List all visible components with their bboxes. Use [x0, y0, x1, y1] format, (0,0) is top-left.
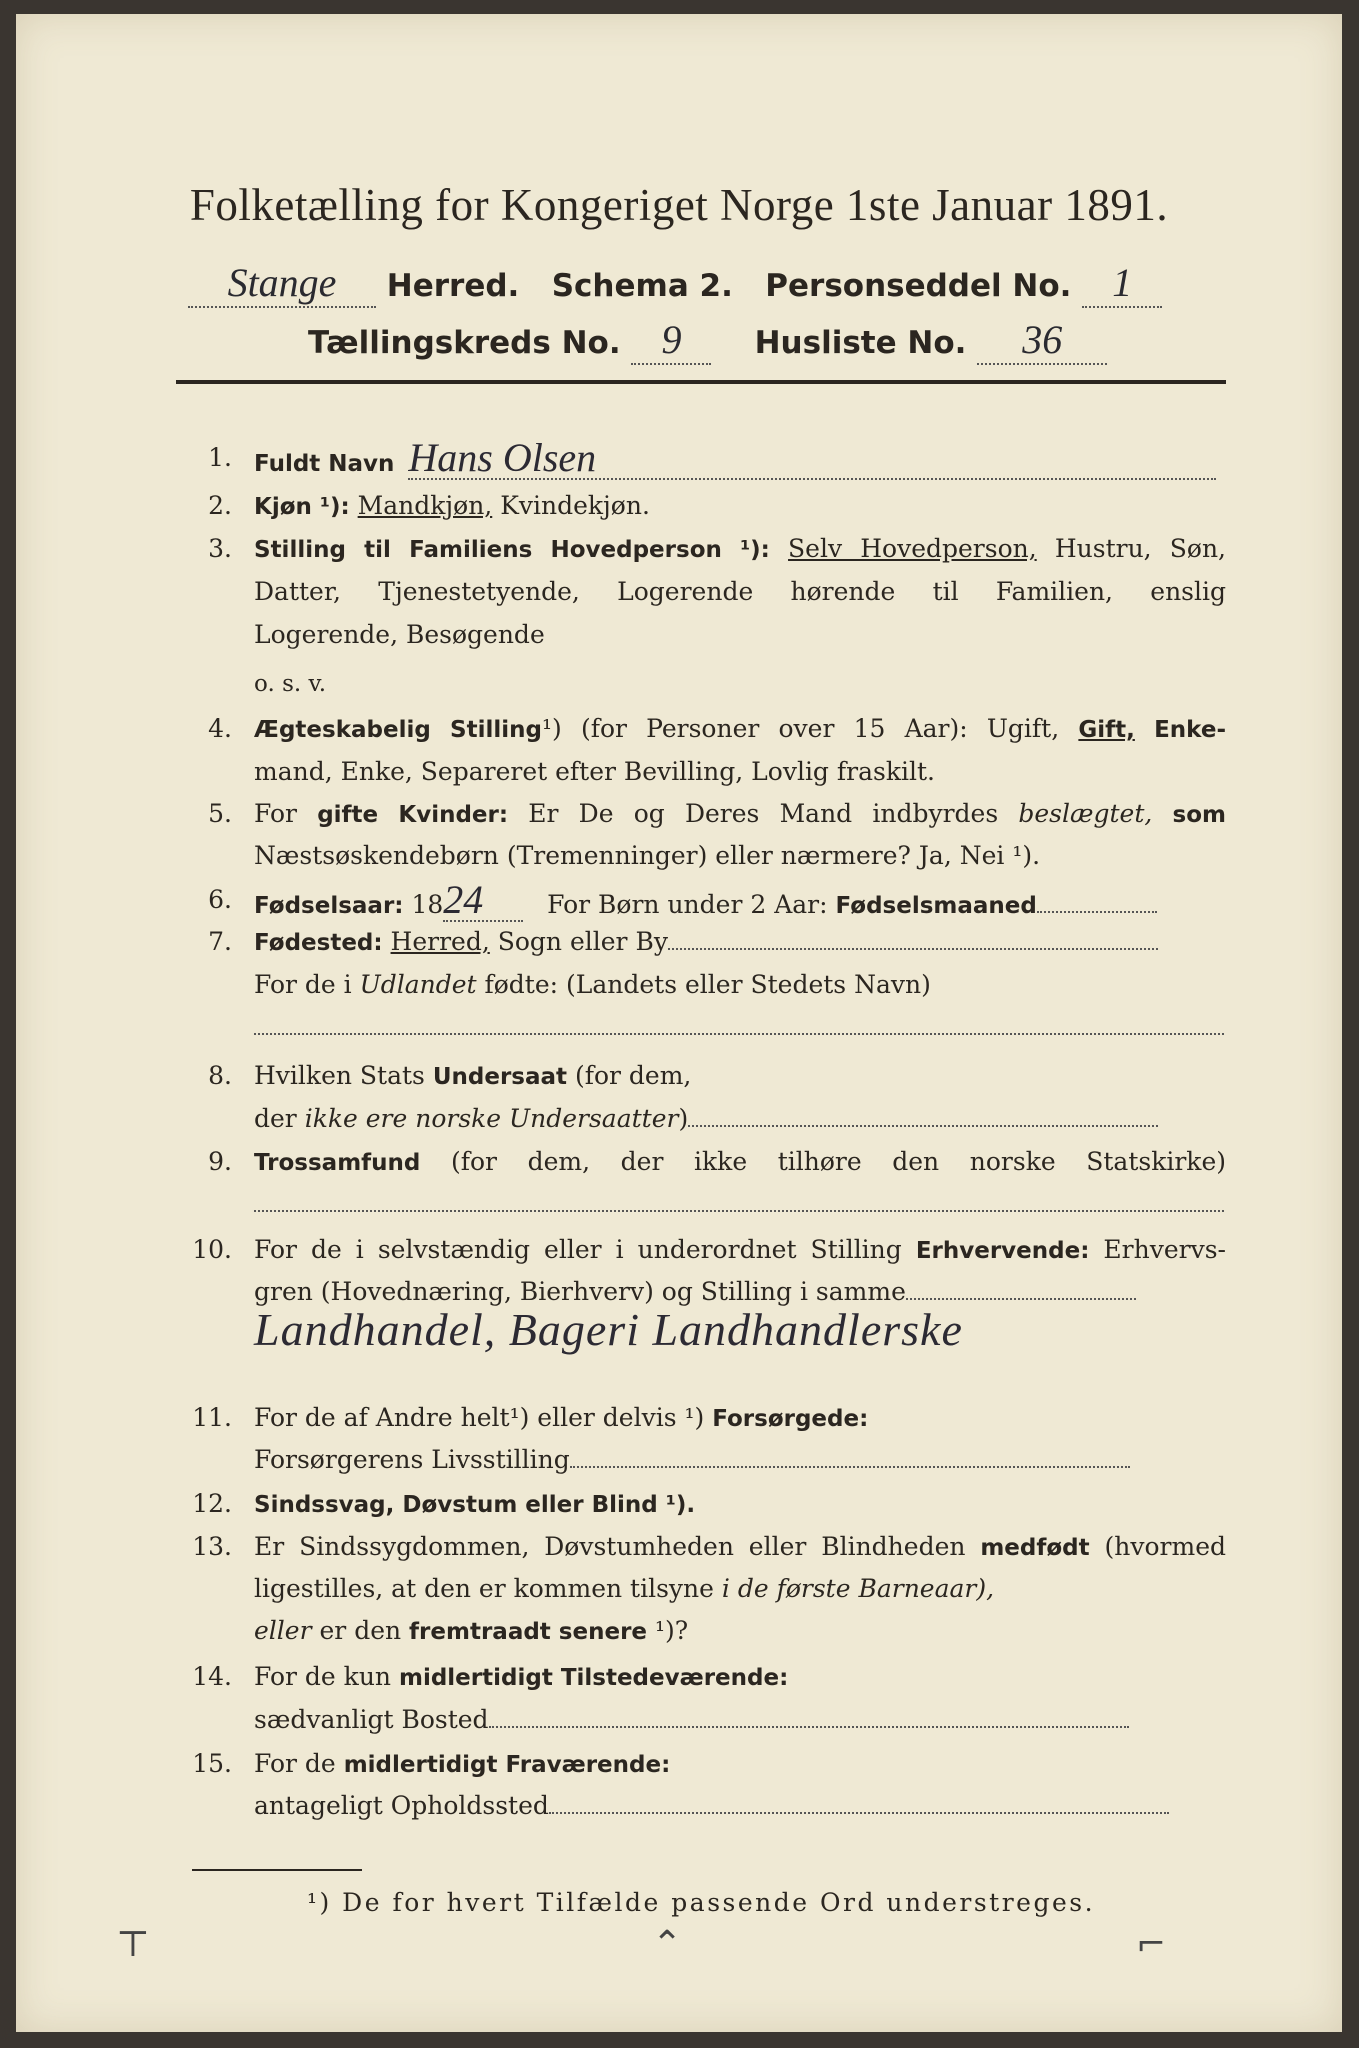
item-label: Fuldt Navn — [254, 451, 395, 477]
item-label: Erhvervende: — [915, 1238, 1090, 1264]
item-number: 8. — [208, 1061, 232, 1090]
item-text: mand, Enke, Separeret efter Bevilling, Lovlig fraskilt. — [254, 757, 935, 786]
herred-line — [188, 259, 1162, 308]
item-label: Undersaat — [432, 1064, 568, 1090]
kreds-line — [308, 316, 1107, 365]
item-number: 3. — [208, 534, 232, 563]
item-text: Næstsøskendebørn (Tremenninger) eller nærmere? Ja, Nei ¹). — [254, 841, 1041, 870]
occupation-handwritten: Landhandel, Bageri Landhandlerske — [254, 1304, 963, 1355]
item-text: antageligt Opholdssted — [254, 1791, 549, 1820]
item-text: Er De og Deres Mand indbyrdes — [528, 799, 999, 828]
year-handwritten: 24 — [443, 880, 523, 922]
item-number: 13. — [192, 1532, 232, 1561]
item-text: Enke- — [1154, 717, 1226, 743]
item-number: 4. — [208, 714, 232, 743]
item-label: fremtraadt senere — [409, 1619, 648, 1645]
item-text: gren (Hovednæring, Bierhverv) og Stilling i samme — [254, 1277, 906, 1306]
item-number: 14. — [192, 1662, 232, 1691]
item-text: Udlandet — [359, 970, 477, 999]
corner-mark-icon: ⌐ — [1136, 1924, 1167, 1965]
corner-mark-icon: ⊤ — [116, 1924, 150, 1965]
item-text: eller — [254, 1616, 312, 1645]
footnote-rule — [192, 1869, 362, 1871]
item-text: Forsørgerens Livsstilling — [254, 1445, 570, 1474]
item-text: (hvormed — [1104, 1532, 1226, 1561]
name-handwritten: Hans Olsen — [408, 438, 1216, 480]
item-10-line3 — [176, 1304, 1226, 1380]
item-text: Logerende, Besøgende — [254, 620, 545, 649]
personseddel-handwritten: 1 — [1082, 259, 1162, 308]
item-number: 11. — [192, 1403, 232, 1432]
item-label: gifte Kvinder: — [317, 802, 509, 828]
kreds-label: Tællingskreds No. — [308, 325, 621, 361]
item-number: 1. — [208, 443, 232, 472]
item-text: o. s. v. — [254, 671, 327, 697]
item-number: 10. — [192, 1235, 232, 1264]
item-label: Sindssvag, Døvstum eller Blind ¹). — [254, 1492, 696, 1518]
item-text: ligestilles, at den er kommen tilsyne — [254, 1574, 714, 1603]
kreds-handwritten: 9 — [631, 316, 711, 365]
item-text: For de af Andre helt — [254, 1403, 510, 1432]
item-text: Datter, Tjenestetyende, Logerende hørende til Familien, enslig — [254, 577, 1226, 606]
herred-handwritten: Stange — [188, 259, 376, 308]
option-selected: Herred, — [390, 927, 490, 956]
item-label: Kjøn ¹): — [254, 494, 350, 520]
item-text: Sogn eller By — [497, 927, 668, 956]
item-text: (for dem, — [574, 1061, 692, 1090]
option-selected: Gift, — [1078, 717, 1135, 743]
schema-label: Schema 2. — [551, 268, 733, 304]
header-rule — [176, 380, 1226, 384]
personseddel-label: Personseddel No. — [765, 268, 1072, 304]
item-text: ¹) (for Personer over 15 Aar): Ugift, — [542, 714, 1060, 743]
item-label: midlertidigt Tilstedeværende: — [398, 1665, 789, 1691]
item-text: ikke ere norske Undersaatter — [304, 1104, 679, 1133]
husliste-handwritten: 36 — [977, 316, 1107, 365]
item-text: (for dem, der ikke tilhøre den norske Statskirke) — [451, 1147, 1226, 1176]
item-label: medfødt — [980, 1535, 1090, 1561]
footnote: ¹) De for hvert Tilfælde passende Ord understreges. — [306, 1888, 1096, 1917]
item-text: ) — [678, 1104, 689, 1133]
item-label: Forsørgede: — [712, 1406, 869, 1432]
item-text: Er Sindssygdommen, Døvstumheden eller Blindheden — [254, 1532, 966, 1561]
item-number: 6. — [208, 885, 232, 914]
option-selected: Selv Hovedperson, — [788, 534, 1037, 563]
item-text: som — [1172, 802, 1227, 828]
census-form-page — [16, 14, 1342, 2032]
item-label: Fødselsmaaned — [835, 893, 1037, 919]
husliste-label: Husliste No. — [754, 325, 967, 361]
item-text: ¹)? — [654, 1616, 689, 1645]
item-number: 15. — [192, 1749, 232, 1778]
herred-label: Herred. — [386, 268, 520, 304]
item-number: 5. — [208, 799, 232, 828]
year-prefix: 18 — [411, 890, 444, 919]
item-1 — [176, 435, 1226, 484]
item-label: Fødested: — [254, 930, 383, 956]
item-number: 2. — [208, 491, 232, 520]
item-text: ¹) eller delvis ¹) — [509, 1403, 705, 1432]
item-label: Stilling til Familiens Hovedperson ¹): — [254, 537, 770, 563]
item-label: Fødselsaar: — [254, 893, 404, 919]
item-number: 9. — [208, 1147, 232, 1176]
item-text: For de i — [254, 970, 352, 999]
item-text: sædvanligt Bosted — [254, 1705, 489, 1734]
item-text: beslægtet, — [1018, 799, 1153, 828]
item-label: midlertidigt Fraværende: — [343, 1752, 671, 1778]
item-text: er den — [319, 1616, 402, 1645]
item-text: Hustru, Søn, — [1054, 534, 1226, 563]
item-text: For de i selvstændig eller i underordnet Stilling — [254, 1235, 902, 1264]
item-text: For — [254, 799, 297, 828]
item-text: fødte: (Landets eller Stedets Navn) — [484, 970, 931, 999]
option-selected: Mandkjøn, — [357, 491, 493, 520]
item-text: For Børn under 2 Aar: — [547, 890, 828, 919]
item-number: 7. — [208, 927, 232, 956]
item-text: i de første Barneaar), — [721, 1574, 995, 1603]
item-text: Hvilken Stats — [254, 1061, 425, 1090]
item-text: For de kun — [254, 1662, 392, 1691]
item-text: Erhvervs- — [1103, 1235, 1226, 1264]
option: Kvindekjøn. — [500, 491, 650, 520]
item-number: 12. — [192, 1489, 232, 1518]
form-title: Folketælling for Kongeriget Norge 1ste Januar 1891. — [189, 180, 1169, 230]
item-text: der — [254, 1104, 297, 1133]
item-label: Ægteskabelig Stilling — [254, 717, 542, 743]
center-mark-icon: ⌃ — [652, 1924, 683, 1965]
item-label: Trossamfund — [254, 1150, 421, 1176]
item-text: For de — [254, 1749, 336, 1778]
